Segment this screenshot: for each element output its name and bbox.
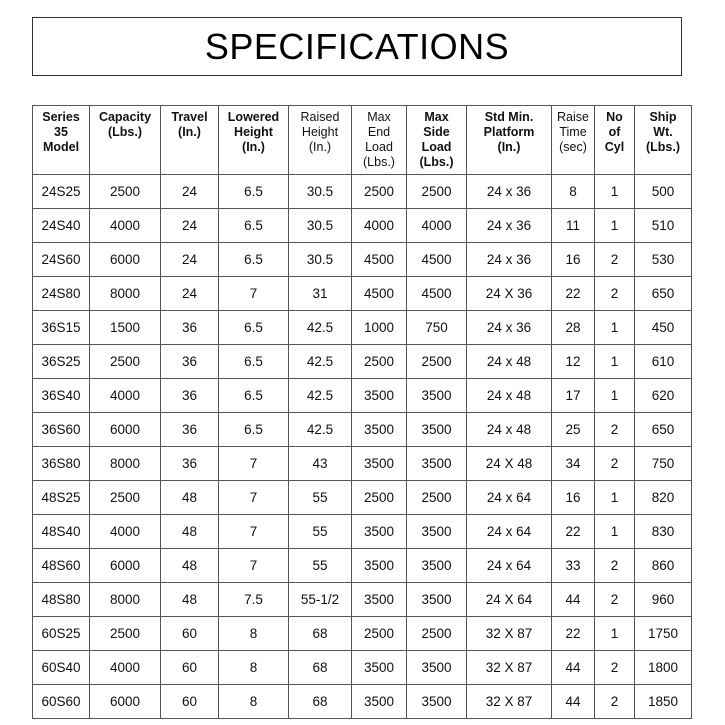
column-header-line: (Lbs.)	[363, 155, 395, 169]
model-cell: 48S80	[33, 583, 90, 617]
table-cell: 6000	[90, 243, 161, 277]
model-cell: 60S25	[33, 617, 90, 651]
table-row	[33, 311, 692, 345]
table-cell: 1	[595, 481, 635, 515]
model-cell: 36S60	[33, 413, 90, 447]
column-header-line: (In.)	[178, 125, 201, 139]
column-header-line: 35	[54, 125, 68, 139]
table-cell: 8	[219, 617, 289, 651]
table-row	[33, 345, 692, 379]
column-header-line: (Lbs.)	[419, 155, 454, 169]
table-cell: 2	[595, 549, 635, 583]
table-cell: 32 X 87	[467, 617, 552, 651]
column-header-line: Travel	[171, 110, 208, 124]
table-cell: 7.5	[219, 583, 289, 617]
model-cell: 36S80	[33, 447, 90, 481]
table-row	[33, 447, 692, 481]
column-header-line: Std Min.	[484, 110, 534, 124]
column-header	[219, 106, 289, 175]
table-cell: 2500	[90, 175, 161, 209]
table-cell: 1	[595, 515, 635, 549]
column-header	[552, 106, 595, 175]
table-cell: 830	[635, 515, 692, 549]
table-cell: 2500	[352, 481, 407, 515]
table-cell: 2	[595, 413, 635, 447]
table-cell: 4000	[90, 379, 161, 413]
table-cell: 24 x 64	[467, 481, 552, 515]
column-header-line: Cyl	[604, 140, 625, 154]
table-cell: 60	[161, 617, 219, 651]
table-cell: 16	[552, 481, 595, 515]
table-cell: 55	[289, 515, 352, 549]
table-cell: 860	[635, 549, 692, 583]
table-cell: 2500	[90, 345, 161, 379]
column-header-line: of	[608, 125, 621, 139]
table-cell: 24 x 64	[467, 515, 552, 549]
table-row	[33, 243, 692, 277]
table-cell: 22	[552, 515, 595, 549]
header-row	[33, 106, 692, 175]
column-header	[467, 106, 552, 175]
table-cell: 3500	[352, 379, 407, 413]
table-row	[33, 209, 692, 243]
table-cell: 7	[219, 481, 289, 515]
table-cell: 4000	[352, 209, 407, 243]
table-row	[33, 651, 692, 685]
column-header-line: Lowered	[227, 110, 280, 124]
column-header-line: (In.)	[242, 140, 265, 154]
table-cell: 3500	[352, 413, 407, 447]
table-cell: 960	[635, 583, 692, 617]
table-cell: 1	[595, 379, 635, 413]
column-header-line: Load	[365, 140, 393, 154]
table-cell: 4000	[90, 651, 161, 685]
table-cell: 8000	[90, 277, 161, 311]
table-cell: 60	[161, 685, 219, 719]
table-cell: 2500	[407, 481, 467, 515]
table-cell: 28	[552, 311, 595, 345]
table-cell: 24	[161, 277, 219, 311]
model-cell: 24S40	[33, 209, 90, 243]
table-cell: 3500	[407, 685, 467, 719]
table-cell: 3500	[407, 413, 467, 447]
table-cell: 55-1/2	[289, 583, 352, 617]
column-header-line: (Lbs.)	[645, 140, 681, 154]
column-header	[352, 106, 407, 175]
table-cell: 3500	[352, 685, 407, 719]
column-header-line: (sec)	[559, 140, 587, 154]
table-cell: 24 x 48	[467, 345, 552, 379]
table-cell: 1	[595, 345, 635, 379]
table-cell: 36	[161, 447, 219, 481]
table-cell: 32 X 87	[467, 685, 552, 719]
table-cell: 43	[289, 447, 352, 481]
table-cell: 1750	[635, 617, 692, 651]
table-cell: 1	[595, 617, 635, 651]
table-cell: 2500	[90, 481, 161, 515]
table-cell: 42.5	[289, 379, 352, 413]
table-cell: 24	[161, 175, 219, 209]
table-cell: 530	[635, 243, 692, 277]
table-cell: 7	[219, 277, 289, 311]
table-cell: 4500	[352, 243, 407, 277]
table-cell: 6.5	[219, 175, 289, 209]
table-cell: 3500	[407, 583, 467, 617]
table-row	[33, 685, 692, 719]
table-cell: 500	[635, 175, 692, 209]
column-header	[161, 106, 219, 175]
table-cell: 2500	[352, 345, 407, 379]
table-cell: 3500	[407, 651, 467, 685]
column-header-line: No	[606, 110, 623, 124]
table-cell: 16	[552, 243, 595, 277]
table-cell: 68	[289, 651, 352, 685]
table-cell: 48	[161, 549, 219, 583]
model-cell: 48S40	[33, 515, 90, 549]
table-cell: 6.5	[219, 379, 289, 413]
table-row	[33, 617, 692, 651]
table-cell: 8000	[90, 583, 161, 617]
column-header-line: Max	[367, 110, 391, 124]
table-cell: 42.5	[289, 345, 352, 379]
table-cell: 44	[552, 651, 595, 685]
table-cell: 2500	[352, 617, 407, 651]
table-cell: 24 x 48	[467, 379, 552, 413]
table-cell: 1850	[635, 685, 692, 719]
table-row	[33, 379, 692, 413]
table-cell: 450	[635, 311, 692, 345]
column-header-line: Series	[42, 110, 80, 124]
table-cell: 6000	[90, 413, 161, 447]
specifications-table	[32, 105, 692, 719]
table-header	[33, 106, 692, 175]
table-cell: 55	[289, 549, 352, 583]
table-cell: 3500	[407, 447, 467, 481]
model-cell: 24S25	[33, 175, 90, 209]
column-header-line: (In.)	[497, 140, 521, 154]
table-cell: 24 X 48	[467, 447, 552, 481]
table-cell: 6.5	[219, 311, 289, 345]
column-header-line: Model	[42, 140, 80, 154]
table-cell: 750	[407, 311, 467, 345]
table-cell: 8000	[90, 447, 161, 481]
table-cell: 55	[289, 481, 352, 515]
table-cell: 11	[552, 209, 595, 243]
table-cell: 8	[552, 175, 595, 209]
table-cell: 36	[161, 345, 219, 379]
table-cell: 24 x 36	[467, 175, 552, 209]
table-cell: 6.5	[219, 209, 289, 243]
table-cell: 2500	[90, 617, 161, 651]
table-cell: 2	[595, 651, 635, 685]
model-cell: 48S25	[33, 481, 90, 515]
column-header-line: Wt.	[653, 125, 673, 139]
table-cell: 650	[635, 277, 692, 311]
table-cell: 1500	[90, 311, 161, 345]
table-cell: 3500	[352, 651, 407, 685]
table-cell: 6.5	[219, 413, 289, 447]
table-cell: 22	[552, 617, 595, 651]
table-cell: 33	[552, 549, 595, 583]
table-cell: 3500	[352, 583, 407, 617]
table-cell: 2	[595, 685, 635, 719]
table-cell: 820	[635, 481, 692, 515]
table-cell: 4500	[352, 277, 407, 311]
table-cell: 42.5	[289, 311, 352, 345]
table-cell: 42.5	[289, 413, 352, 447]
table-cell: 8	[219, 685, 289, 719]
table-cell: 6.5	[219, 243, 289, 277]
table-cell: 4000	[90, 209, 161, 243]
column-header-line: (Lbs.)	[107, 125, 143, 139]
table-cell: 1	[595, 209, 635, 243]
column-header-line: Raise	[557, 110, 589, 124]
column-header-line: (In.)	[308, 140, 332, 154]
table-cell: 2	[595, 243, 635, 277]
table-cell: 30.5	[289, 243, 352, 277]
column-header	[407, 106, 467, 175]
table-cell: 7	[219, 447, 289, 481]
table-cell: 2	[595, 277, 635, 311]
table-cell: 3500	[352, 549, 407, 583]
table-cell: 6000	[90, 549, 161, 583]
table-cell: 32 X 87	[467, 651, 552, 685]
table-cell: 17	[552, 379, 595, 413]
table-cell: 3500	[407, 379, 467, 413]
table-cell: 2500	[407, 617, 467, 651]
table-cell: 8	[219, 651, 289, 685]
column-header-line: End	[367, 125, 391, 139]
table-cell: 6.5	[219, 345, 289, 379]
table-cell: 36	[161, 311, 219, 345]
model-cell: 48S60	[33, 549, 90, 583]
table-cell: 36	[161, 413, 219, 447]
table-row	[33, 277, 692, 311]
table-cell: 750	[635, 447, 692, 481]
column-header-line: Side	[423, 125, 450, 139]
table-cell: 22	[552, 277, 595, 311]
table-cell: 24	[161, 209, 219, 243]
table-cell: 30.5	[289, 175, 352, 209]
table-cell: 48	[161, 515, 219, 549]
column-header	[90, 106, 161, 175]
table-cell: 3500	[352, 447, 407, 481]
table-cell: 6000	[90, 685, 161, 719]
column-header-line: Raised	[300, 110, 340, 124]
table-cell: 2	[595, 583, 635, 617]
table-cell: 510	[635, 209, 692, 243]
table-row	[33, 583, 692, 617]
page-title: SPECIFICATIONS	[204, 25, 510, 67]
table-cell: 44	[552, 583, 595, 617]
model-cell: 36S15	[33, 311, 90, 345]
table-cell: 2500	[352, 175, 407, 209]
column-header-line: Ship	[649, 110, 677, 124]
table-cell: 30.5	[289, 209, 352, 243]
table-cell: 4500	[407, 277, 467, 311]
column-header-line: Time	[559, 125, 587, 139]
table-cell: 1	[595, 311, 635, 345]
table-cell: 2	[595, 447, 635, 481]
table-cell: 2500	[407, 175, 467, 209]
column-header	[635, 106, 692, 175]
table-cell: 25	[552, 413, 595, 447]
column-header	[595, 106, 635, 175]
table-cell: 48	[161, 481, 219, 515]
table-cell: 24 x 64	[467, 549, 552, 583]
model-cell: 24S80	[33, 277, 90, 311]
table-cell: 7	[219, 515, 289, 549]
table-cell: 3500	[407, 515, 467, 549]
table-cell: 7	[219, 549, 289, 583]
table-cell: 44	[552, 685, 595, 719]
table-row	[33, 481, 692, 515]
model-cell: 36S25	[33, 345, 90, 379]
table-cell: 24 x 48	[467, 413, 552, 447]
column-header-line: Platform	[483, 125, 535, 139]
table-cell: 60	[161, 651, 219, 685]
table-cell: 34	[552, 447, 595, 481]
table-cell: 4500	[407, 243, 467, 277]
table-cell: 610	[635, 345, 692, 379]
column-header-line: Height	[301, 125, 339, 139]
table-cell: 24 X 36	[467, 277, 552, 311]
model-cell: 24S60	[33, 243, 90, 277]
table-cell: 3500	[352, 515, 407, 549]
table-row	[33, 515, 692, 549]
table-cell: 1800	[635, 651, 692, 685]
table-cell: 48	[161, 583, 219, 617]
table-cell: 24 x 36	[467, 209, 552, 243]
table-row	[33, 549, 692, 583]
table-cell: 24	[161, 243, 219, 277]
model-cell: 60S60	[33, 685, 90, 719]
table-cell: 36	[161, 379, 219, 413]
table-cell: 4000	[407, 209, 467, 243]
model-cell: 60S40	[33, 651, 90, 685]
table-cell: 31	[289, 277, 352, 311]
table-row	[33, 413, 692, 447]
table-cell: 620	[635, 379, 692, 413]
column-header-line: Load	[421, 140, 452, 154]
table-cell: 4000	[90, 515, 161, 549]
title-box	[32, 17, 682, 76]
table-cell: 1000	[352, 311, 407, 345]
table-cell: 650	[635, 413, 692, 447]
table-cell: 68	[289, 685, 352, 719]
table-cell: 68	[289, 617, 352, 651]
column-header	[33, 106, 90, 175]
model-cell: 36S40	[33, 379, 90, 413]
table-cell: 2500	[407, 345, 467, 379]
table-body	[33, 175, 692, 719]
table-cell: 12	[552, 345, 595, 379]
column-header-line: Capacity	[98, 110, 152, 124]
table-cell: 24 X 64	[467, 583, 552, 617]
table-cell: 24 x 36	[467, 243, 552, 277]
table-row	[33, 175, 692, 209]
table-cell: 24 x 36	[467, 311, 552, 345]
table-cell: 3500	[407, 549, 467, 583]
table-cell: 1	[595, 175, 635, 209]
column-header-line: Max	[424, 110, 449, 124]
column-header	[289, 106, 352, 175]
column-header-line: Height	[234, 125, 273, 139]
